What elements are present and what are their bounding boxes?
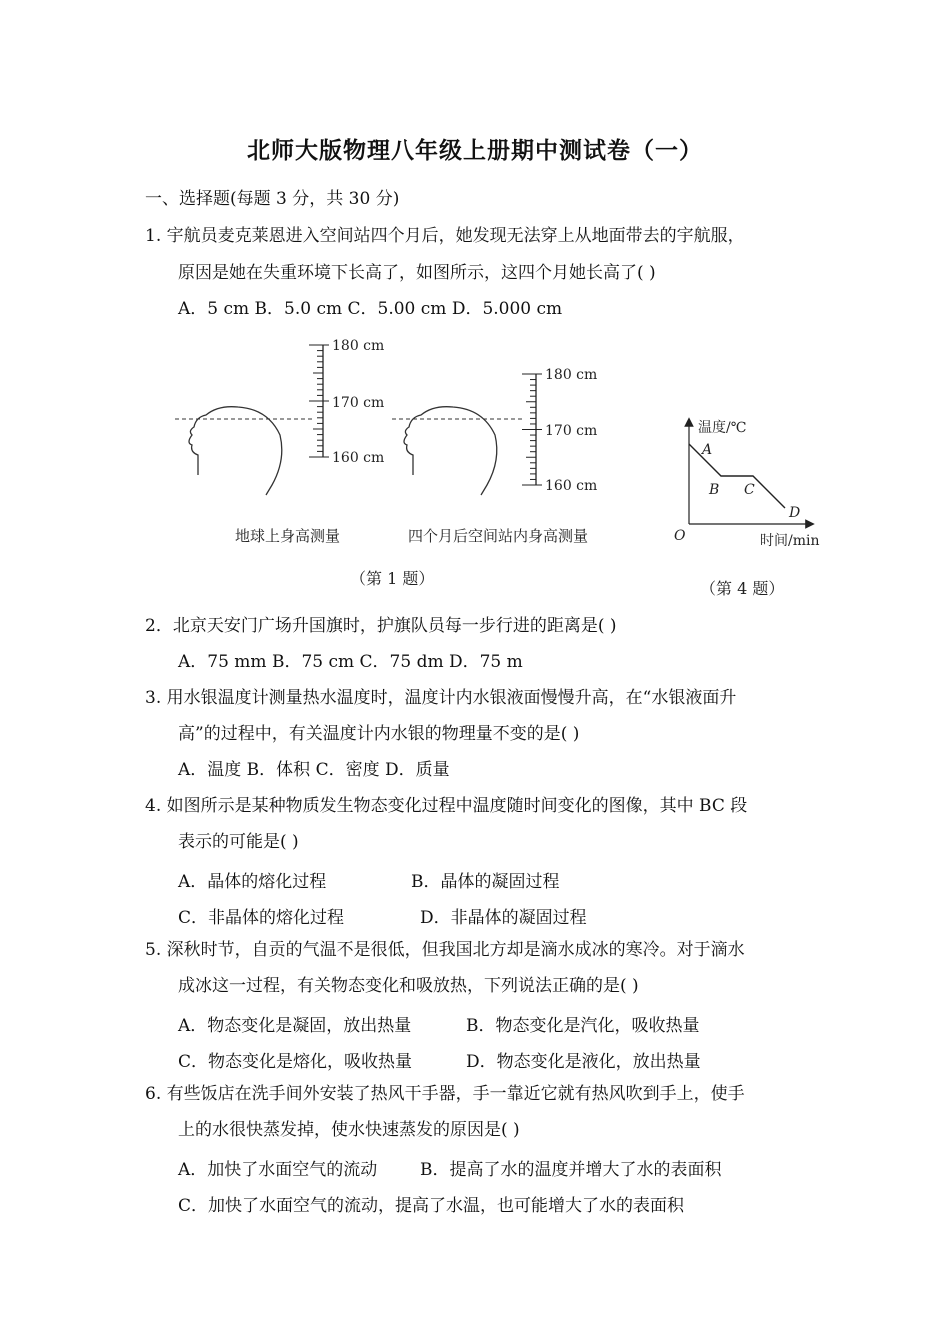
question-5-line-2: 成冰这一过程，有关物态变化和吸放热，下列说法正确的是( ) <box>178 976 639 996</box>
question-4-option-d: D．非晶体的凝固过程 <box>420 908 587 928</box>
question-6-line-2: 上的水很快蒸发掉，使水快速蒸发的原因是( ) <box>178 1120 520 1140</box>
question-4-option-b: B．晶体的凝固过程 <box>411 872 560 892</box>
point-d-label: D <box>789 505 801 521</box>
figure-1-label-station: 四个月后空间站内身高测量 <box>408 527 589 545</box>
question-4-line-2: 表示的可能是( ) <box>178 832 299 852</box>
ruler-left-label-180: 180 cm <box>332 338 385 354</box>
question-5-option-c: C．物态变化是熔化，吸收热量 <box>178 1052 413 1072</box>
figure-1-height-measurement <box>170 335 640 555</box>
ruler-left-label-170: 170 cm <box>332 395 385 411</box>
point-b-label: B <box>709 482 720 498</box>
question-4-option-a: A．晶体的熔化过程 <box>178 872 327 892</box>
figure-4-caption: （第 4 题） <box>700 579 785 598</box>
figure-1-label-earth: 地球上身高测量 <box>235 527 341 545</box>
ruler-right-label-180: 180 cm <box>545 367 598 383</box>
point-c-label: C <box>744 482 755 498</box>
figure-1-caption: （第 1 题） <box>350 569 435 588</box>
question-1-line-2: 原因是她在失重环境下长高了，如图所示，这四个月她长高了( ) <box>178 263 656 283</box>
ruler-right-label-160: 160 cm <box>545 478 598 494</box>
question-6-option-b: B．提高了水的温度并增大了水的表面积 <box>420 1160 722 1180</box>
ruler-right-label-170: 170 cm <box>545 423 598 439</box>
figure-4-temperature-graph <box>665 412 840 552</box>
question-6-option-a: A．加快了水面空气的流动 <box>178 1160 378 1180</box>
ruler-right <box>522 374 542 485</box>
question-3-options: A．温度 B．体积 C．密度 D．质量 <box>178 760 450 780</box>
question-5-line-1: 5. 深秋时节，自贡的气温不是很低，但我国北方却是滴水成冰的寒冷。对于滴水 <box>145 940 745 960</box>
question-4-option-c: C．非晶体的熔化过程 <box>178 908 345 928</box>
ruler-left <box>309 345 329 457</box>
point-a-label: A <box>702 442 713 458</box>
question-5-option-d: D．物态变化是液化，放出热量 <box>466 1052 701 1072</box>
question-1-options: A．5 cm B．5.0 cm C．5.00 cm D．5.000 cm <box>178 299 563 319</box>
page-title: 北师大版物理八年级上册期中测试卷（一） <box>247 138 703 164</box>
question-5-option-a: A．物态变化是凝固，放出热量 <box>178 1016 412 1036</box>
ruler-left-label-160: 160 cm <box>332 450 385 466</box>
head-silhouette-right-icon <box>404 407 497 495</box>
question-6-line-1: 6. 有些饭店在洗手间外安装了热风干手器，手一靠近它就有热风吹到手上，使手 <box>145 1084 745 1104</box>
head-silhouette-left-icon <box>189 407 282 495</box>
section-heading: 一、选择题(每题 3 分，共 30 分) <box>145 189 400 209</box>
question-2-options: A．75 mm B．75 cm C．75 dm D．75 m <box>178 652 523 672</box>
origin-label: O <box>674 528 686 544</box>
question-1-line-1: 1. 宇航员麦克莱恩进入空间站四个月后，她发现无法穿上从地面带去的宇航服， <box>145 226 745 246</box>
x-axis-label: 时间/min <box>760 533 820 549</box>
question-4-line-1: 4. 如图所示是某种物质发生物态变化过程中温度随时间变化的图像，其中 BC 段 <box>145 796 748 816</box>
question-3-line-2: 高”的过程中，有关温度计内水银的物理量不变的是( ) <box>178 724 580 744</box>
question-3-line-1: 3. 用水银温度计测量热水温度时，温度计内水银液面慢慢升高，在“水银液面升 <box>145 688 737 708</box>
question-2-line-1: 2．北京天安门广场升国旗时，护旗队员每一步行进的距离是( ) <box>145 616 617 636</box>
y-axis-label: 温度/℃ <box>698 420 747 436</box>
question-6-option-c: C．加快了水面空气的流动，提高了水温，也可能增大了水的表面积 <box>178 1196 685 1216</box>
question-5-option-b: B．物态变化是汽化，吸收热量 <box>466 1016 700 1036</box>
